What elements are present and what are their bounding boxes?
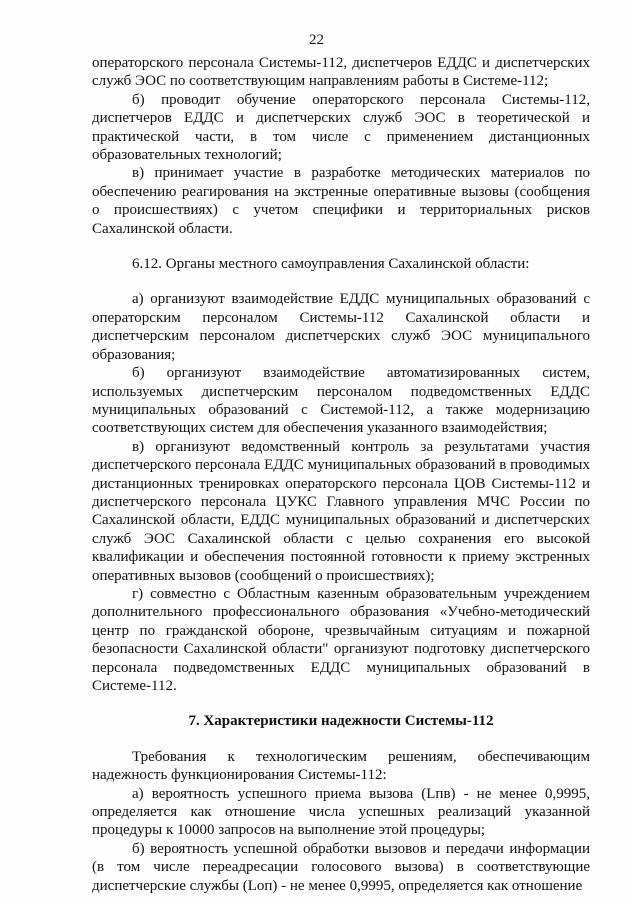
spacer	[92, 695, 590, 712]
list-item: а) организуют взаимодействие ЕДДС муниципальных образований с операторским персоналом Системы-112 Сахалинской области и диспетчерским персоналом диспетчерских служб ЭОС муниципального образования;	[92, 291, 590, 363]
list-item: г) совместно с Областным казенным образовательным учреждением дополнительного профессионального образования «Учебно-методический центр по гражданской обороне, чрезвычайным ситуациям и пожарной безопасности Сахалинской области" организуют подготовку диспетчерского персонала подведомственных ЕДДС муниципальных образований в Системе-112.	[92, 585, 590, 694]
list-item: б) организуют взаимодействие автоматизированных систем, используемых диспетчерским персоналом подведомственных ЕДДС муниципальных образований с Системой-112, а также модернизацию соответствующих систем для обеспечения указанного взаимодействия;	[92, 365, 590, 437]
section-6-12-title: 6.12. Органы местного самоуправления Сахалинской области:	[132, 256, 530, 273]
list-item: б) вероятность успешной обработки вызовов и передачи информации (в том числе переадресации голосового вызова) в соответствующие диспетчерские службы (Lоп) - не менее 0,9995, определяется как отношение	[92, 840, 590, 894]
paragraph: б) проводит обучение операторского персонала Системы-112, диспетчеров ЕДДС и диспетчерских служб ЭОС в теоретической и практической части, в том числе с применением дистанционных образовательных технологий;	[92, 91, 590, 164]
paragraph: операторского персонала Системы-112, диспетчеров ЕДДС и диспетчерских служб ЭОС по соответствующим направлениям работы в Системе-112;	[92, 55, 590, 90]
list-item: в) организуют ведомственный контроль за результатами участия диспетчерского персонала ЕДДС муниципальных образований в проводимых дистанционных тренировках операторского персонала ЦОВ Системы-112 и диспетчерского персонала ЦУКС Главного управления МЧС России по Сахалинской области, ЕДДС муниципальных образований и диспетчерских служб ЭОС Сахалинской области с целью сохранения его высокой квалификации и обеспечения постоянной готовности к приему экстренных оперативных вызовов (сообщений о происшествиях);	[92, 438, 590, 584]
paragraph: в) принимает участие в разработке методических материалов по обеспечению реагирования на экстренные оперативные вызовы (сообщения о происшествиях) с учетом специфики и территориальных рисков Сахалинской области.	[92, 165, 590, 237]
section-7-intro: Требования к технологическим решениям, обеспечивающим надежность функционирования Системы-112:	[92, 748, 590, 784]
document-body	[92, 54, 590, 895]
section-7-heading: 7. Характеристики надежности Системы-112	[188, 713, 494, 730]
page-number: 22	[309, 32, 324, 48]
list-item: а) вероятность успешного приема вызова (Lпв) - не менее 0,9995, определяется как отношение числа успешных реализаций указанной процедуры к 10000 запросов на выполнение этой процедуры;	[92, 785, 590, 839]
spacer	[92, 273, 590, 290]
spacer	[92, 731, 590, 748]
spacer	[92, 238, 590, 255]
